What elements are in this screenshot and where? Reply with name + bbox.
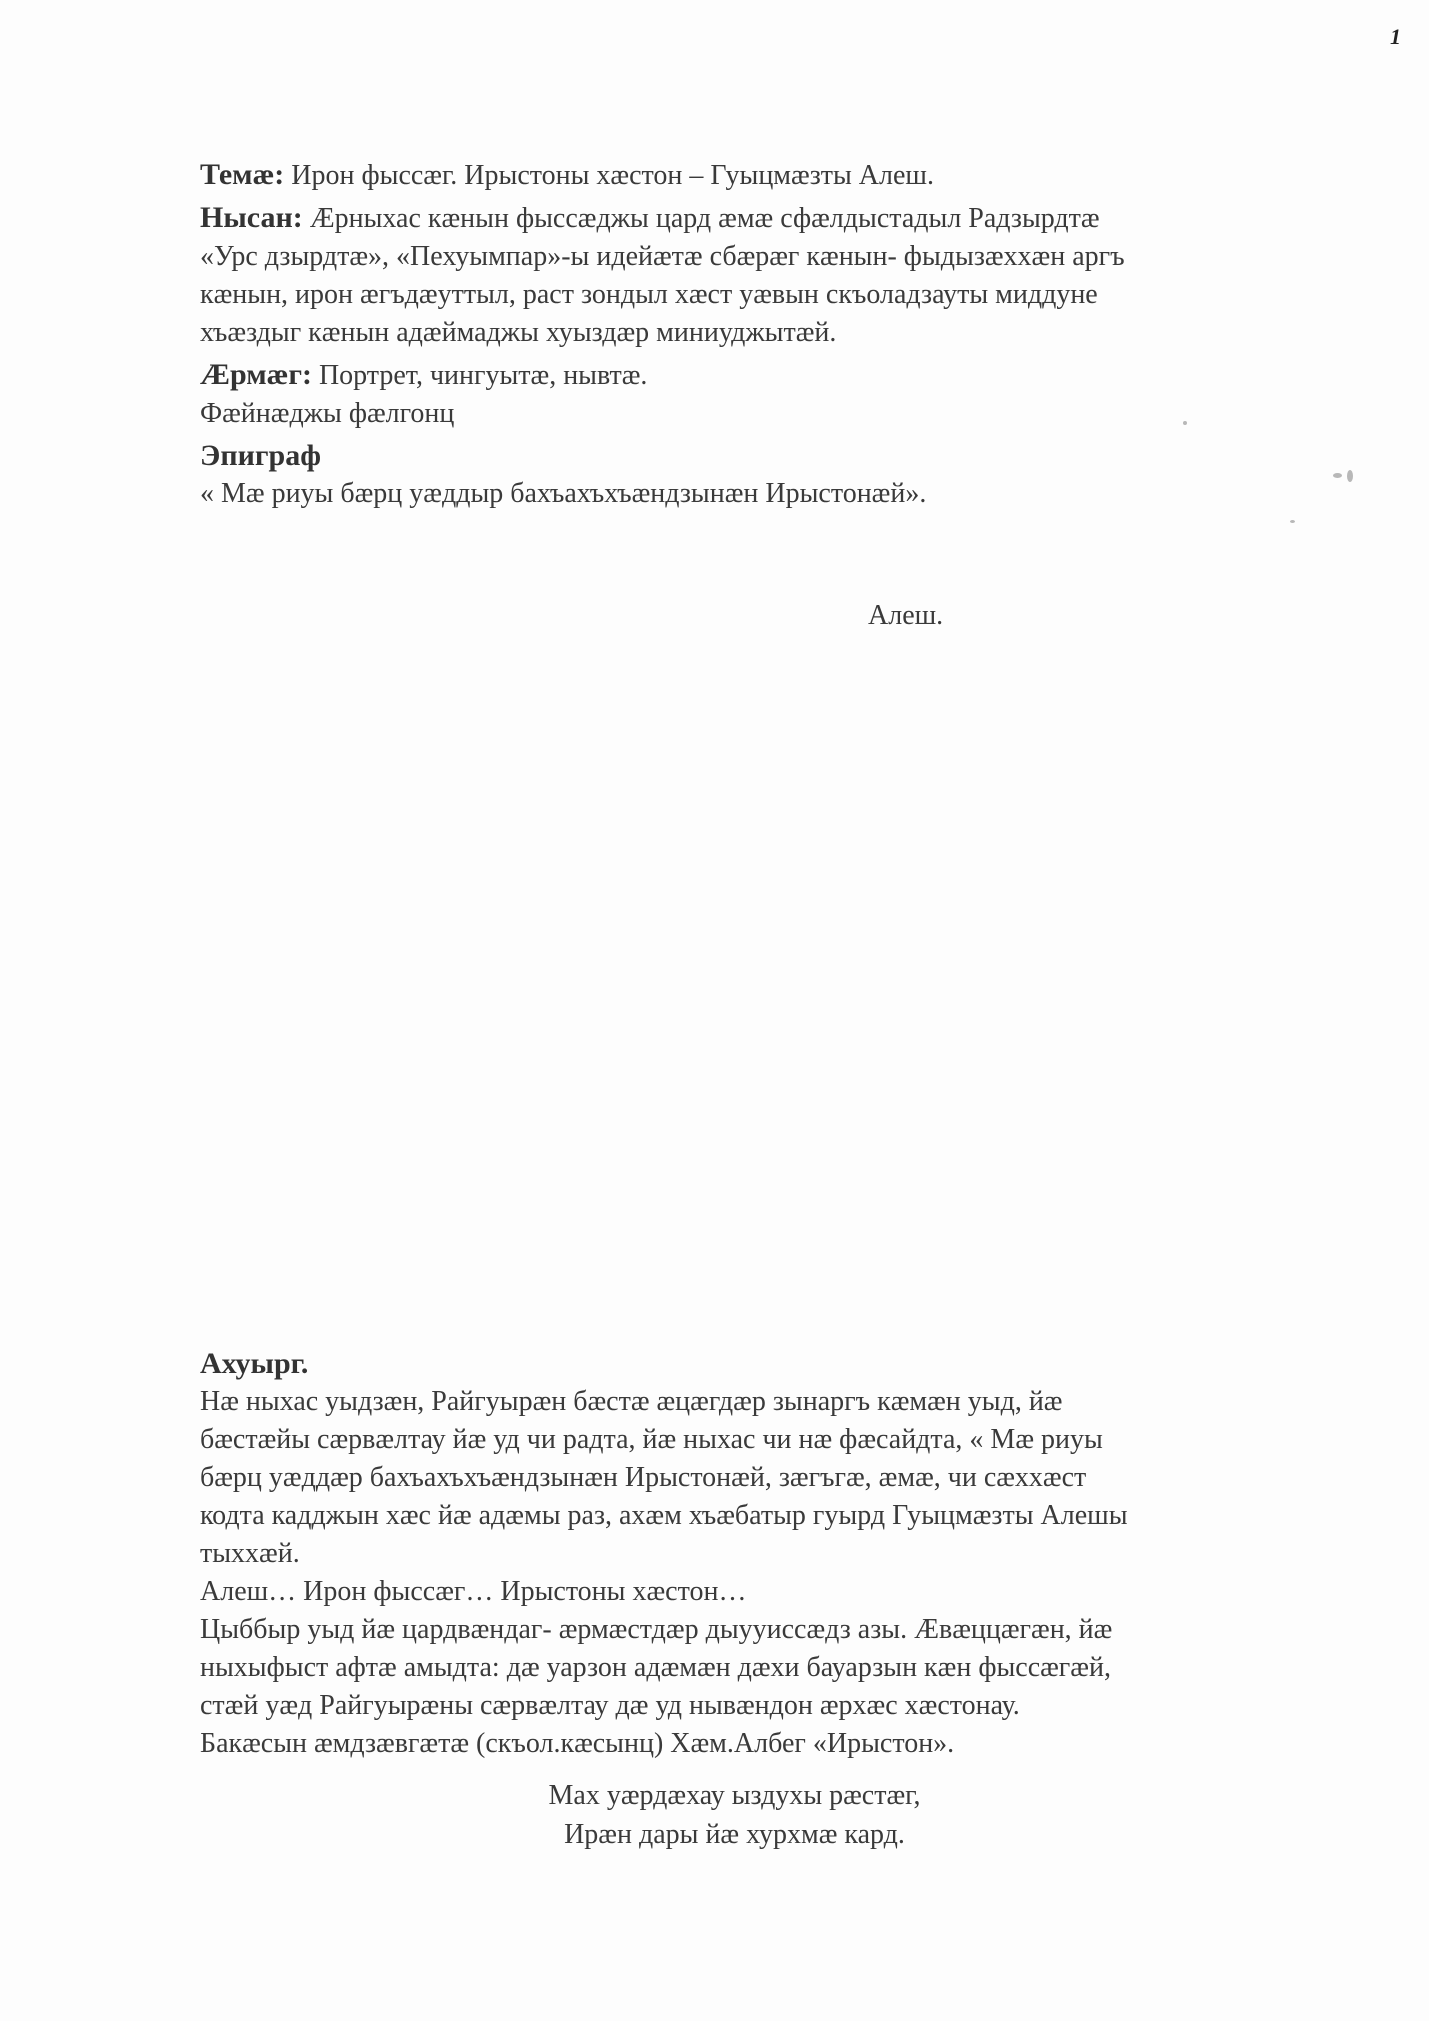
scan-speck bbox=[1183, 421, 1187, 425]
lesson-body bbox=[200, 1345, 1350, 1763]
materials-line: Фæйнæджы фæлгонц bbox=[200, 398, 455, 429]
goal-line: кæнын, ирон æгъдæуттыл, раст зондыл хæст уæвын скъоладзауты миддуне bbox=[200, 279, 1098, 310]
lesson-line: бæрц уæддæр бахъахъхъæндзынæн Ирыстонæй, зæгъгæ, æмæ, чи сæххæст bbox=[200, 1462, 1087, 1493]
lesson-line: Алеш… Ирон фыссæг… Ирыстоны хæстон… bbox=[200, 1576, 747, 1607]
lesson-line: бæстæйы сæрвæлтау йæ уд чи радта, йæ ныхас чи нæ фæсайдта, « Мæ риуы bbox=[200, 1424, 1103, 1455]
poem-line: Мах уæрдæхау ыздухы рæстæг, bbox=[548, 1780, 921, 1811]
lesson-line: ныхыфыст афтæ амыдта: дæ уарзон адæмæн дæхи бауарзын кæн фыссæгæй, bbox=[200, 1652, 1111, 1683]
lesson-heading: Ахуырг. bbox=[200, 1347, 309, 1380]
lesson-line: стæй уæд Райгуырæны сæрвæлтау дæ уд нывæндон æрхæс хæстонау. bbox=[200, 1690, 1020, 1721]
lesson-line: Нæ ныхас уыдзæн, Райгуырæн бæстæ æцæгдæр зынаргъ кæмæн уыд, йæ bbox=[200, 1386, 1063, 1417]
lesson-header bbox=[200, 156, 1350, 517]
scan-speck bbox=[1347, 470, 1353, 482]
theme-text: Ирон фыссæг. Ирыстоны хæстон – Гуыцмæзты Алеш. bbox=[291, 160, 934, 191]
materials-row bbox=[200, 356, 1350, 433]
theme-row bbox=[200, 156, 1350, 195]
goal-line: Æрныхас кæнын фыссæджы цард æмæ сфæлдыстадыл Радзырдтæ bbox=[309, 203, 1100, 234]
poem-line: Ирæн дары йæ хурхмæ кард. bbox=[564, 1819, 905, 1850]
epigraph-author: Алеш. bbox=[868, 600, 944, 631]
scan-speck bbox=[1333, 473, 1342, 478]
goal-label: Нысан: bbox=[200, 201, 303, 234]
page-number: 1 bbox=[1390, 24, 1401, 49]
goal-line: «Урс дзырдтæ», «Пехуымпар»-ы идейæтæ сбæрæг кæнын- фыдызæххæн аргъ bbox=[200, 241, 1125, 272]
goal-row bbox=[200, 199, 1350, 352]
goal-line: хъæздыг кæнын адæймаджы хуыздæр миниуджытæй. bbox=[200, 317, 837, 348]
epigraph-text: « Мæ риуы бæрц уæддыр бахъахъхъæндзынæн Ирыстонæй». bbox=[200, 478, 927, 509]
epigraph-row bbox=[200, 437, 1350, 513]
theme-label: Темæ: bbox=[200, 158, 285, 191]
materials-text: Портрет, чингуытæ, нывтæ. bbox=[318, 360, 648, 391]
materials-label: Æрмæг: bbox=[200, 358, 312, 391]
scan-speck bbox=[1290, 520, 1295, 523]
lesson-line: Цыббыр уыд йæ цардвæндаг- æрмæстдæр дыууиссæдз азы. Æвæццæгæн, йæ bbox=[200, 1614, 1113, 1645]
lesson-line: кодта кадджын хæс йæ адæмы раз, ахæм хъæбатыр гуырд Гуыцмæзты Алешы bbox=[200, 1500, 1128, 1531]
epigraph-label: Эпиграф bbox=[200, 439, 321, 472]
lesson-line: Бакæсын æмдзæвгæтæ (скъол.кæсынц) Хæм.Албег «Ирыстон». bbox=[200, 1728, 955, 1759]
lesson-line: тыххæй. bbox=[200, 1538, 300, 1569]
